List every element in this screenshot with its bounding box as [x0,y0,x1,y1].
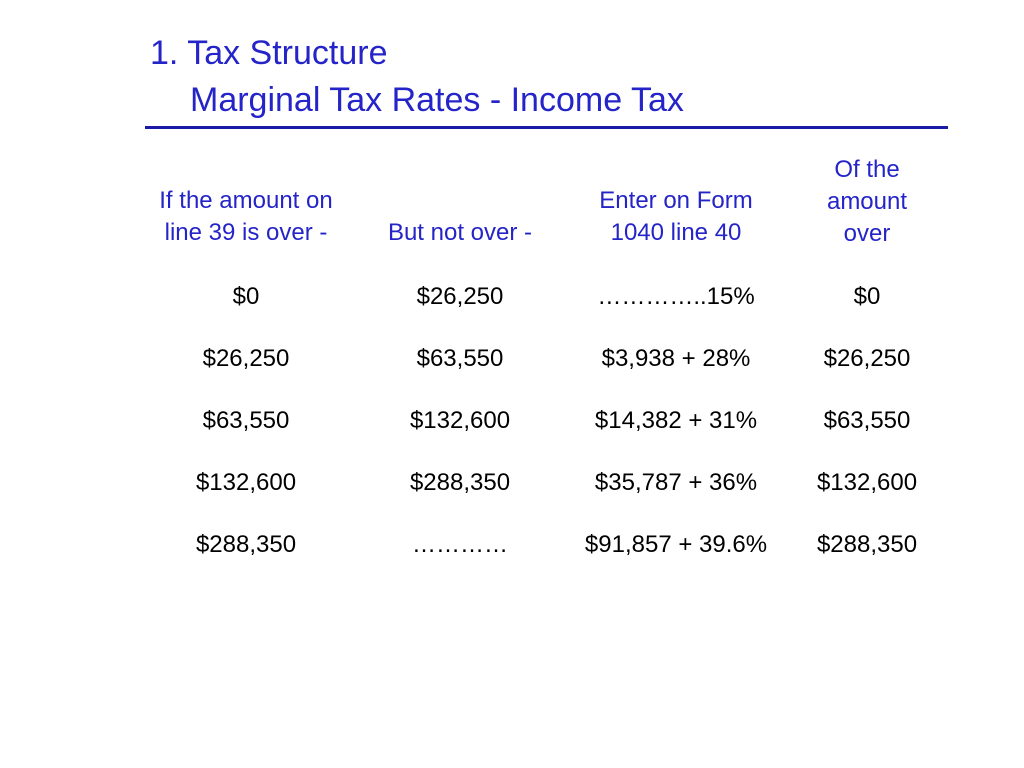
col-header-amount-over-line-1: If the amount on [159,187,333,214]
table-cell: $0 [853,283,881,310]
slide-title [150,30,684,124]
table-cell: $132,600 [195,469,297,496]
table-cell: $63,550 [202,407,290,434]
col-header-amount-over [141,185,351,249]
col-header-of-amount-over-line-2: amount [826,188,908,215]
title-line-1: 1. Tax Structure [150,34,388,72]
col-header-of-amount-over-line-3: over [843,220,891,247]
table-cell: $132,600 [816,469,918,496]
col-header-of-amount-over-line-1: Of the [834,156,900,183]
col-header-amount-over-line-2: line 39 is over - [164,219,328,246]
table-cell: $14,382 + 31% [594,407,758,434]
table-cell: $132,600 [409,407,511,434]
col-header-not-over [360,217,560,249]
col-header-enter-on-form-line-2: 1040 line 40 [610,219,742,246]
table-cell: $0 [232,283,260,310]
table-cell: $26,250 [202,345,290,372]
table-cell: $288,350 [816,531,918,558]
table-cell: $26,250 [416,283,504,310]
col-header-not-over-line-1: But not over - [387,219,533,246]
title-line-2: Marginal Tax Rates - Income Tax [190,81,684,119]
table-cell: $26,250 [823,345,911,372]
table-cell: …………..15% [597,283,755,310]
col-header-enter-on-form [566,185,786,249]
table-cell: $35,787 + 36% [594,469,758,496]
table-cell: $63,550 [416,345,504,372]
table-cell: $3,938 + 28% [601,345,751,372]
table-cell: $63,550 [823,407,911,434]
table-cell: $288,350 [409,469,511,496]
title-underline [145,126,948,129]
table-cell: $91,857 + 39.6% [584,531,768,558]
col-header-enter-on-form-line-1: Enter on Form [599,187,753,214]
col-header-of-amount-over [800,154,934,250]
table-cell: ………… [412,531,508,558]
table-cell: $288,350 [195,531,297,558]
